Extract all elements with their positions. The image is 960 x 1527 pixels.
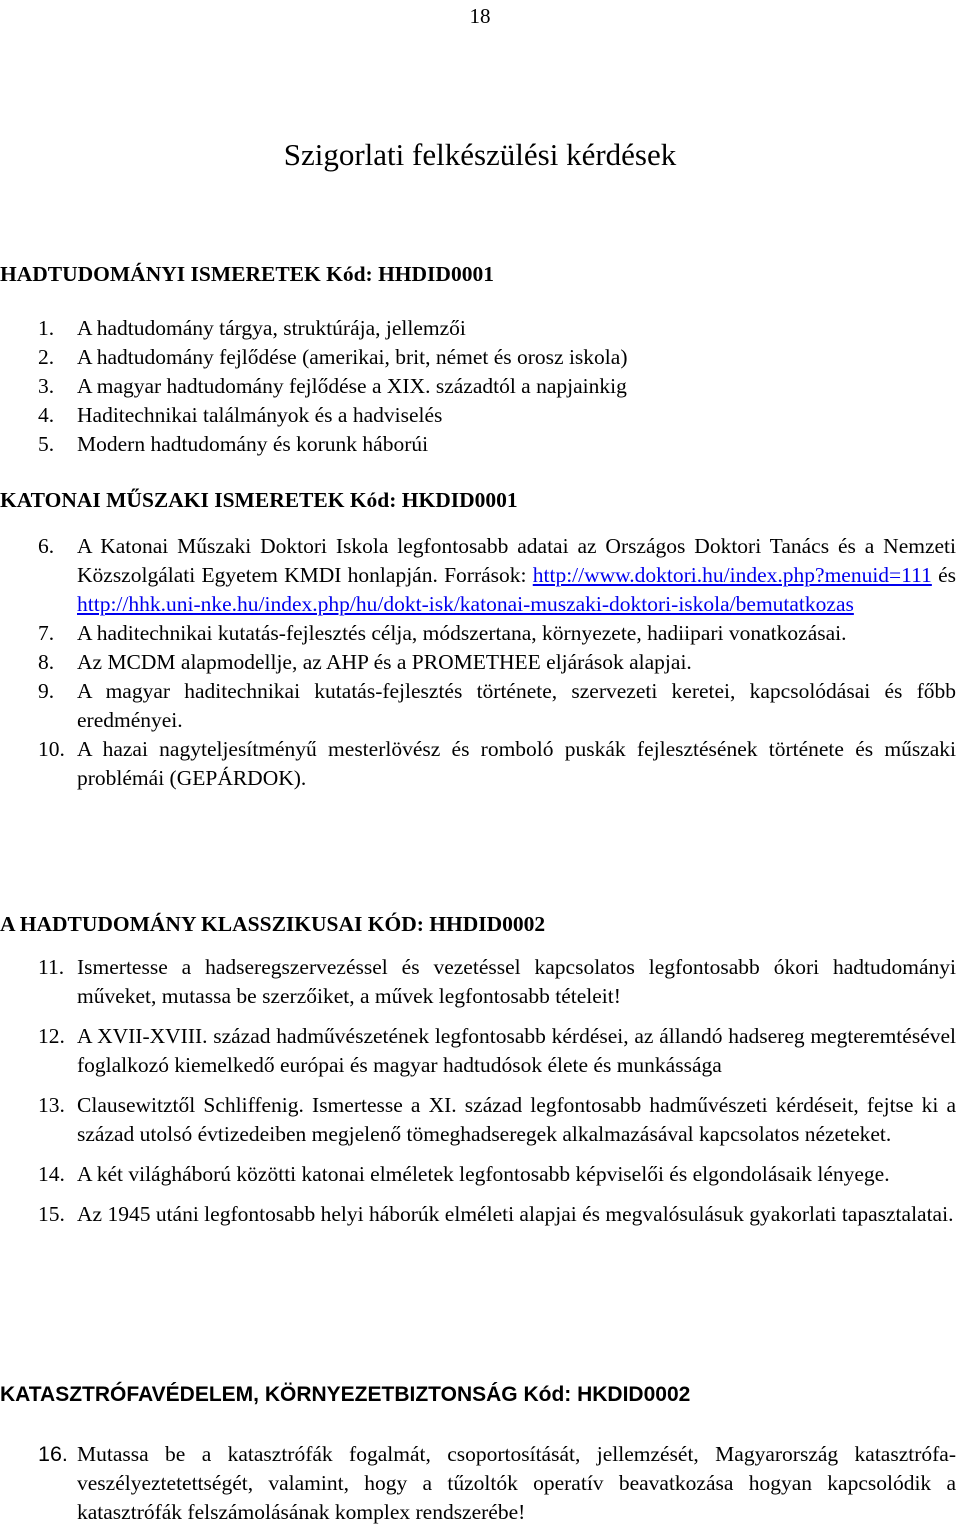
section-heading-katasztrofavedelem: KATASZTRÓFAVÉDELEM, KÖRNYEZETBIZTONSÁG Kód: HKDID0002 [0, 1383, 691, 1406]
item-text [77, 532, 956, 619]
list-item [38, 343, 956, 372]
list-item [38, 677, 956, 735]
item-text: A hazai nagyteljesítményű mesterlövész és romboló puskák fejlesztésének története és műszaki problémái (GEPÁRDOK). [77, 737, 956, 790]
section-heading-hadtudomanyi: HADTUDOMÁNYI ISMERETEK Kód: HHDID0001 [0, 262, 494, 286]
list-item [38, 532, 956, 619]
item-number: 7. [38, 621, 55, 645]
list-item [38, 648, 956, 677]
item-text: A haditechnikai kutatás-fejlesztés célja, módszertana, környezete, hadiipari vonatkozásai. [77, 621, 847, 645]
item-number: 4. [38, 403, 55, 427]
list-item [38, 314, 956, 343]
question-list-1 [38, 314, 956, 459]
list-item [38, 1440, 956, 1527]
item-number: 14. [38, 1162, 65, 1186]
hhk-link[interactable]: http://hhk.uni-nke.hu/index.php/hu/dokt-isk/katonai-muszaki-doktori-iskola/bemutatkozas [77, 592, 854, 616]
item-text: A hadtudomány tárgya, struktúrája, jellemzői [77, 316, 466, 340]
page-title: Szigorlati felkészülési kérdések [283, 137, 677, 172]
list-item [38, 372, 956, 401]
section-heading-katonai-muszaki: KATONAI MŰSZAKI ISMERETEK Kód: HKDID0001 [0, 488, 518, 512]
item-text: Az MCDM alapmodellje, az AHP és a PROMETHEE eljárások alapjai. [77, 650, 692, 674]
item-text: A hadtudomány fejlődése (amerikai, brit, német és orosz iskola) [77, 345, 628, 369]
item-number: 1. [38, 316, 55, 340]
doktori-link[interactable]: http://www.doktori.hu/index.php?menuid=111 [532, 563, 932, 587]
question-list-4 [38, 1440, 956, 1527]
item-text: A XVII-XVIII. század hadművészetének legfontosabb kérdései, az állandó hadsereg megteremtésével foglalkozó kiemelkedő európai és magyar hadtudósok élete és munkássága [77, 1024, 956, 1077]
item-number: 12. [38, 1024, 65, 1048]
item-number: 11. [38, 955, 65, 979]
list-item [38, 401, 956, 430]
item-number: 13. [38, 1093, 65, 1117]
question-list-3 [38, 953, 956, 1229]
item-number: 16. [38, 1442, 68, 1466]
item-text: A magyar haditechnikai kutatás-fejlesztés története, szervezeti keretei, kapcsolódásai és főbb eredményei. [77, 679, 956, 732]
item-text: Mutassa be a katasztrófák fogalmát, csoportosítását, jellemzését, Magyarország katasztrófa-veszélyeztetettségét, valamint, hogy a tűzoltók operatív beavatkozása hogyan kapcsolódik a katasztrófák felszámolásának komplex rendszerébe! [77, 1442, 956, 1524]
item-text: Modern hadtudomány és korunk háborúi [77, 432, 429, 456]
item-number: 9. [38, 679, 55, 703]
page-number: 18 [469, 4, 491, 28]
section-heading-klasszikusai: A HADTUDOMÁNY KLASSZIKUSAI KÓD: HHDID0002 [0, 912, 546, 936]
item-number: 3. [38, 374, 55, 398]
list-item [38, 953, 956, 1011]
item-number: 8. [38, 650, 55, 674]
list-item [38, 1200, 956, 1229]
link-connector: és [938, 563, 957, 587]
question-list-2 [38, 532, 956, 793]
list-item [38, 1091, 956, 1149]
item-text: A magyar hadtudomány fejlődése a XIX. századtól a napjainkig [77, 374, 627, 398]
item-text: Haditechnikai találmányok és a hadviselés [77, 403, 443, 427]
item-text: A két világháború közötti katonai elméletek legfontosabb képviselői és elgondolásaik lényege. [77, 1162, 890, 1186]
item-text-body: A Katonai Műszaki Doktori Iskola legfontosabb adatai az Országos Doktori Tanács és a Nemzeti Közszolgálati Egyetem KMDI honlapján. Források: [77, 534, 956, 587]
list-item [38, 1160, 956, 1189]
item-number: 2. [38, 345, 55, 369]
list-item [38, 430, 956, 459]
item-text: Ismertesse a hadseregszervezéssel és vezetéssel kapcsolatos legfontosabb ókori hadtudományi műveket, mutassa be szerzőiket, a művek legfontosabb tételeit! [77, 955, 956, 1008]
item-number: 5. [38, 432, 55, 456]
list-item [38, 1022, 956, 1080]
item-number: 15. [38, 1202, 65, 1226]
item-number: 10. [38, 737, 65, 761]
item-text: Clausewitztől Schliffenig. Ismertesse a XI. század legfontosabb hadművészeti kérdéseit, fejtse ki a század utolsó évtizedeiben megjelenő tömeghadseregek alkalmazásával kapcsolatos nézeteket. [77, 1093, 956, 1146]
list-item [38, 735, 956, 793]
item-text: Az 1945 utáni legfontosabb helyi háborúk elméleti alapjai és megvalósulásuk gyakorlati tapasztalatai. [77, 1202, 954, 1226]
list-item [38, 619, 956, 648]
item-number: 6. [38, 534, 55, 558]
